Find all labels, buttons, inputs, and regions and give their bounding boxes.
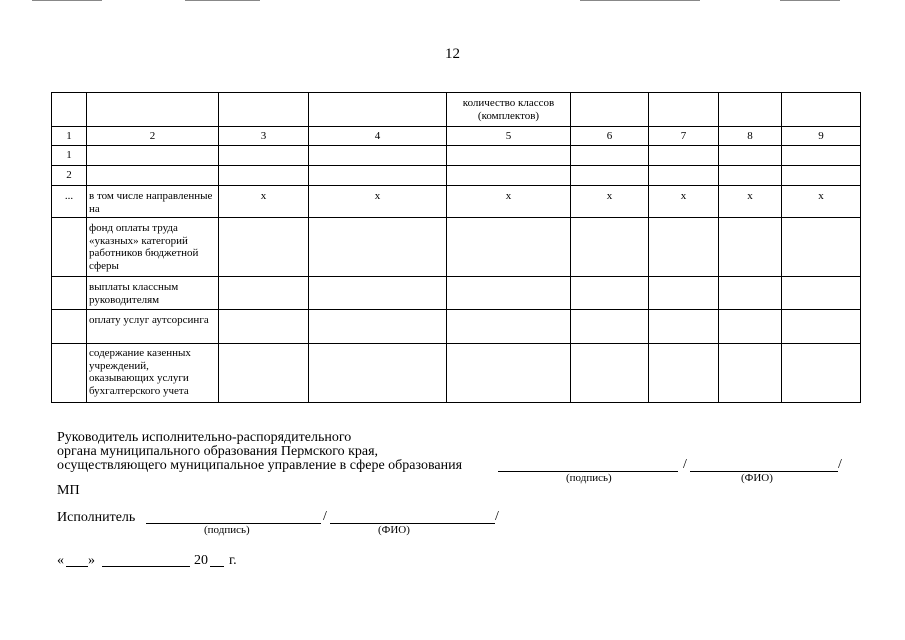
fio-caption: (ФИО)	[378, 524, 410, 536]
table-row	[52, 166, 861, 186]
date-close-quote: »	[88, 553, 95, 568]
col-number: 1	[52, 127, 87, 146]
sub-item-label: выплаты классным руководителям	[87, 277, 219, 310]
incl-label: в том числе направленные на	[87, 186, 219, 218]
date-day-line[interactable]	[66, 566, 88, 567]
table-row	[52, 310, 861, 344]
table-row	[52, 344, 861, 403]
date-year-suffix: г.	[229, 553, 237, 568]
head-title-line: органа муниципального образования Пермского края,	[57, 444, 379, 459]
x-mark: x	[447, 186, 571, 218]
top-edge-line	[780, 0, 840, 1]
header-row	[52, 93, 861, 127]
row-number: ...	[52, 186, 87, 218]
col-number: 8	[719, 127, 782, 146]
col-number: 3	[219, 127, 309, 146]
date-year-prefix: 20	[194, 553, 208, 568]
signature-caption: (подпись)	[566, 472, 612, 484]
stamp-place-label: МП	[57, 483, 80, 498]
row-number: 1	[52, 146, 87, 166]
x-mark: x	[219, 186, 309, 218]
fio-caption: (ФИО)	[741, 472, 773, 484]
data-table	[51, 92, 861, 403]
date-open-quote: «	[57, 553, 64, 568]
x-mark: x	[782, 186, 861, 218]
x-mark: x	[571, 186, 649, 218]
head-title-line: осуществляющего муниципальное управление в сфере образования	[57, 458, 463, 473]
page-number: 12	[445, 46, 460, 62]
table-row	[52, 146, 861, 166]
col-number: 5	[447, 127, 571, 146]
column-number-row	[52, 127, 861, 146]
top-edge-line	[32, 0, 102, 1]
top-edge-line	[185, 0, 260, 1]
x-mark: x	[719, 186, 782, 218]
row-number: 2	[52, 166, 87, 186]
sub-item-label: оплату услуг аутсорсинга	[87, 310, 219, 344]
col-number: 9	[782, 127, 861, 146]
col-number: 4	[309, 127, 447, 146]
x-mark: x	[309, 186, 447, 218]
sub-item-label: содержание казенных учреждений, оказывающих услуги бухгалтерского учета	[87, 344, 219, 403]
executor-fio-line[interactable]	[330, 523, 495, 524]
date-month-line[interactable]	[102, 566, 190, 567]
x-mark: x	[649, 186, 719, 218]
col-number: 2	[87, 127, 219, 146]
table-row	[52, 218, 861, 277]
col-number: 6	[571, 127, 649, 146]
top-edge-line	[580, 0, 700, 1]
col-number: 7	[649, 127, 719, 146]
table-row	[52, 277, 861, 310]
head-title-line: Руководитель исполнительно-распорядительного	[57, 430, 352, 445]
executor-label: Исполнитель	[57, 510, 136, 525]
class-count-header: количество классов (комплектов)	[447, 93, 571, 127]
sub-item-label: фонд оплаты труда «указных» категорий работников бюджетной сферы	[87, 218, 219, 277]
table-row	[52, 186, 861, 218]
signature-caption: (подпись)	[204, 524, 250, 536]
date-year-line[interactable]	[210, 566, 224, 567]
